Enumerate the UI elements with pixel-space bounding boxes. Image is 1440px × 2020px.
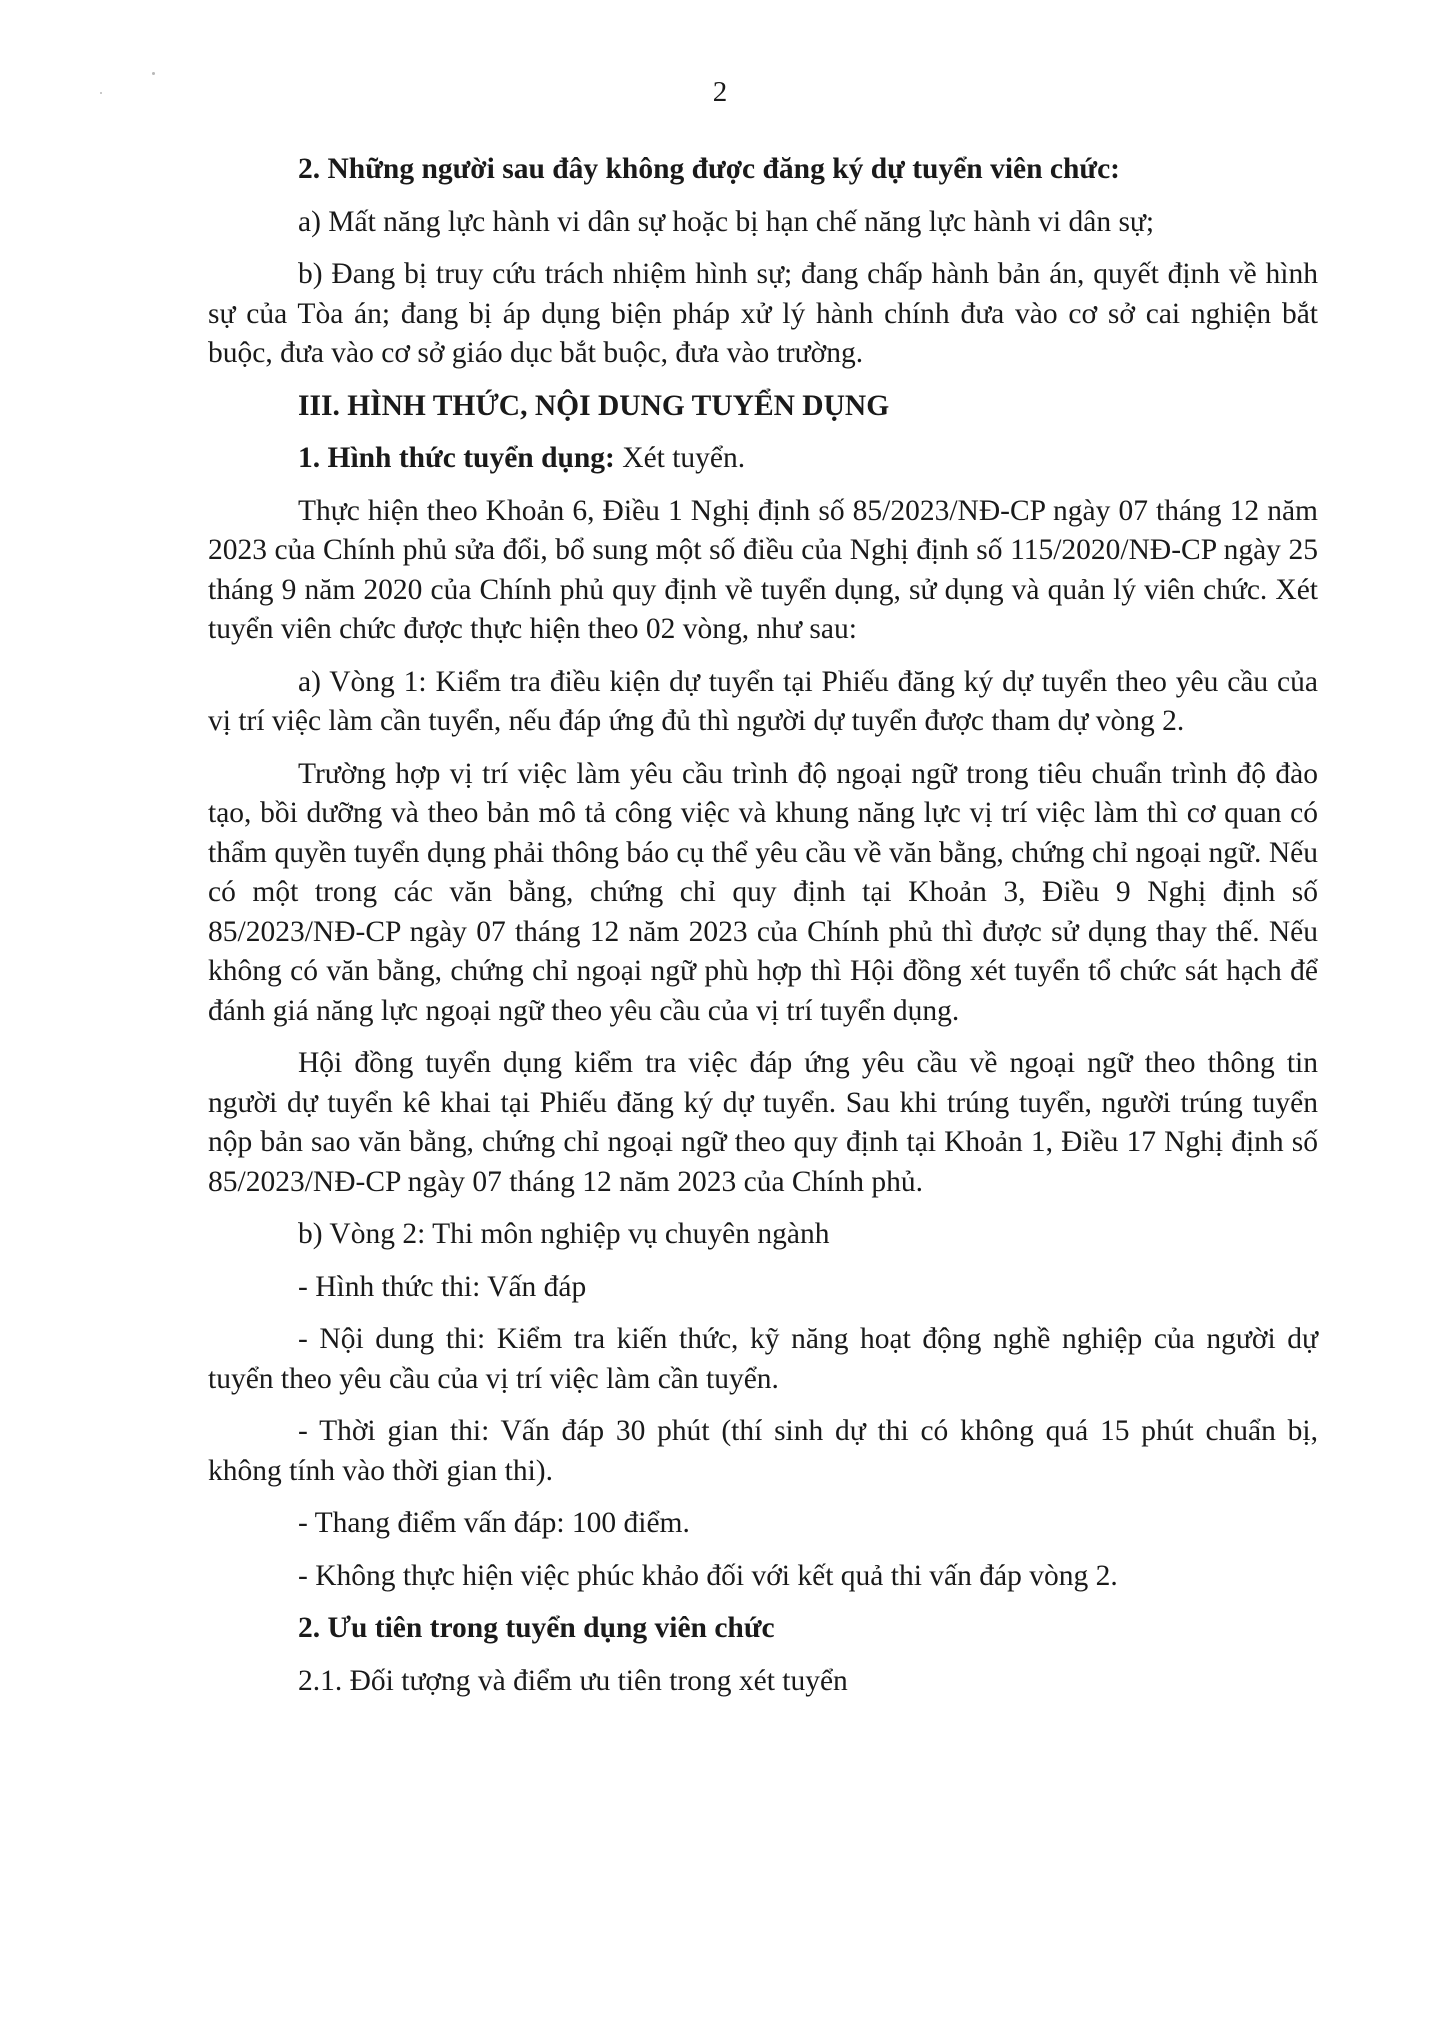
section-heading-priority: 2. Ưu tiên trong tuyển dụng viên chức xyxy=(298,1612,775,1644)
paragraph-round-2-time: - Thời gian thi: Vấn đáp 30 phút (thí sinh dự thi có không quá 15 phút chuẩn bị, không tính vào thời gian thi). xyxy=(208,1415,1318,1487)
paragraph-round-2-scale: - Thang điểm vấn đáp: 100 điểm. xyxy=(298,1507,690,1539)
paragraph-round-2: b) Vòng 2: Thi môn nghiệp vụ chuyên ngành xyxy=(298,1218,830,1250)
paragraph-ineligible-a: a) Mất năng lực hành vi dân sự hoặc bị hạn chế năng lực hành vi dân sự; xyxy=(298,205,1155,238)
recruitment-form-value: Xét tuyển. xyxy=(614,442,746,474)
scan-speck xyxy=(152,72,155,75)
paragraph-round-1: a) Vòng 1: Kiểm tra điều kiện dự tuyển tại Phiếu đăng ký dự tuyển theo yêu cầu của vị trí việc làm cần tuyển, nếu đáp ứng đủ thì người dự tuyển được tham dự vòng 2. xyxy=(208,665,1318,737)
page-number: 2 xyxy=(712,76,728,108)
document-body xyxy=(208,150,1318,1714)
paragraph-legal-basis: Thực hiện theo Khoản 6, Điều 1 Nghị định số 85/2023/NĐ-CP ngày 07 tháng 12 năm 2023 của Chính phủ sửa đổi, bổ sung một số điều của Nghị định số 115/2020/NĐ-CP ngày 25 tháng 9 năm 2020 của Chính phủ quy định về tuyển dụng, sử dụng và quản lý viên chức. Xét tuyển viên chức được thực hiện theo 02 vòng, như sau: xyxy=(208,494,1318,645)
recruitment-form-label: 1. Hình thức tuyển dụng: xyxy=(298,442,615,474)
paragraph-round-2-content: - Nội dung thi: Kiểm tra kiến thức, kỹ năng hoạt động nghề nghiệp của người dự tuyển theo yêu cầu của vị trí việc làm cần tuyển. xyxy=(208,1323,1318,1395)
section-heading-recruitment-form: III. HÌNH THỨC, NỘI DUNG TUYỂN DỤNG xyxy=(298,389,890,422)
paragraph-recruitment-form xyxy=(208,439,1318,479)
paragraph-foreign-language-check: Hội đồng tuyển dụng kiểm tra việc đáp ứng yêu cầu về ngoại ngữ theo thông tin người dự tuyển kê khai tại Phiếu đăng ký dự tuyển. Sau khi trúng tuyển, người trúng tuyển nộp bản sao văn bằng, chứng chỉ ngoại ngữ theo quy định tại Khoản 1, Điều 17 Nghị định số 85/2023/NĐ-CP ngày 07 tháng 12 năm 2023 của Chính phủ. xyxy=(208,1047,1318,1198)
paragraph-foreign-language-requirement: Trường hợp vị trí việc làm yêu cầu trình độ ngoại ngữ trong tiêu chuẩn trình độ đào tạo, bồi dưỡng và theo bản mô tả công việc và khung năng lực vị trí việc làm thì cơ quan có thẩm quyền tuyển dụng phải thông báo cụ thể yêu cầu về văn bằng, chứng chỉ ngoại ngữ. Nếu có một trong các văn bằng, chứng chỉ quy định tại Khoản 3, Điều 9 Nghị định số 85/2023/NĐ-CP ngày 07 tháng 12 năm 2023 của Chính phủ thì được sử dụng thay thế. Nếu không có văn bằng, chứng chỉ ngoại ngữ phù hợp thì Hội đồng xét tuyển tổ chức sát hạch để đánh giá năng lực ngoại ngữ theo yêu cầu của vị trí tuyển dụng. xyxy=(208,757,1318,1027)
paragraph-round-2-no-review: - Không thực hiện việc phúc khảo đối với kết quả thi vấn đáp vòng 2. xyxy=(298,1559,1118,1592)
paragraph-ineligible-b: b) Đang bị truy cứu trách nhiệm hình sự; đang chấp hành bản án, quyết định về hình sự của Tòa án; đang bị áp dụng biện pháp xử lý hành chính đưa vào cơ sở cai nghiện bắt buộc, đưa vào cơ sở giáo dục bắt buộc, đưa vào trường. xyxy=(208,258,1318,369)
paragraph-priority-2-1: 2.1. Đối tượng và điểm ưu tiên trong xét tuyển xyxy=(298,1664,848,1697)
paragraph-round-2-form: - Hình thức thi: Vấn đáp xyxy=(298,1270,587,1303)
section-heading-ineligible: 2. Những người sau đây không được đăng ký dự tuyển viên chức: xyxy=(298,153,1121,185)
